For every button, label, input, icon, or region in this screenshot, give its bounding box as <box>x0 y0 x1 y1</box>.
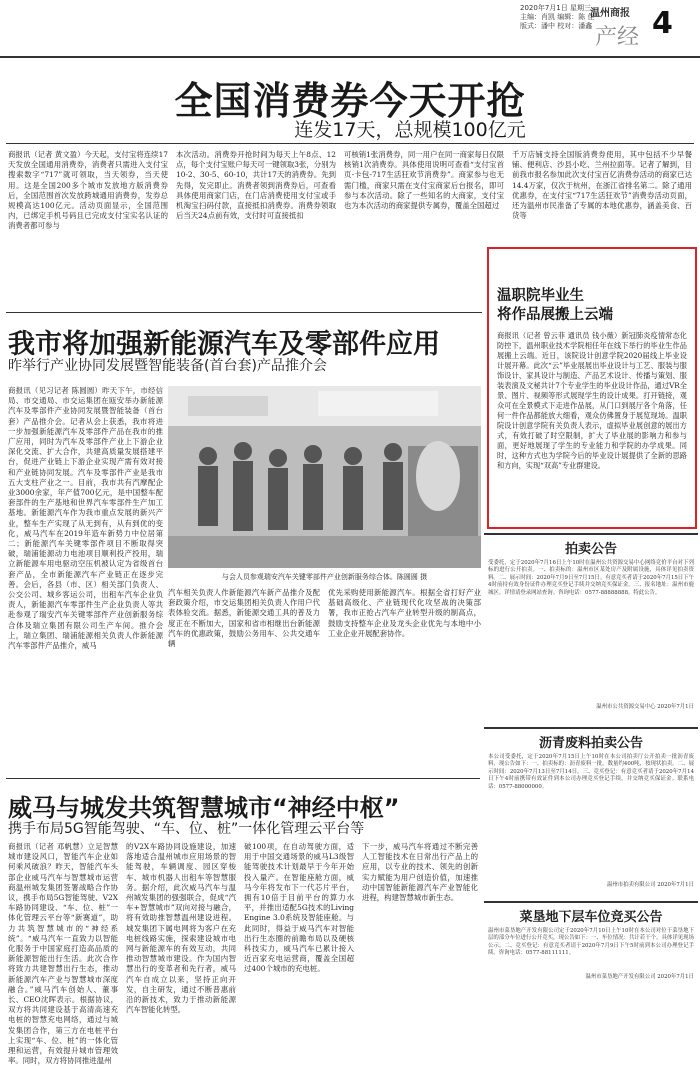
masthead-editors: 主编：肖凯 编辑：陈 佳 <box>520 13 595 21</box>
ad-auction-footer: 温州市公共资源交易中心 2020年7月1日 <box>596 704 694 710</box>
masthead-paper-name: 温州商报 <box>590 8 630 19</box>
story3-subhead: 携手布局5G智能驾驶、“车、位、桩”一体化管理云平台等 <box>8 821 365 837</box>
story2-photo-caption: 与会人员参观瑞安汽车关键零部件产业创新服务综合体。陈圆圆 摄 <box>221 573 428 581</box>
ad-parking-title: 菜垦地下层车位竞买公告 <box>519 910 663 925</box>
story1-subhead: 连发17天，总规模100亿元 <box>294 119 526 141</box>
ad-auction <box>484 533 698 723</box>
story1-col1: 商报讯（记者 黄文盈）今天起，支付宝将连续17天发放全国通用消费券，消费者只需进入支付宝搜索数字“717”就可领取，当天领券，当天使用。这是全国200多个城市发放地方版消费券后，全国范围首次发放跨城通用消费券，发券总规模高达100亿元。活动页面显示，全国范围内，已绑定手机号码且已完成支付宝实名认证的消费者都可参与 <box>8 150 168 231</box>
masthead-section: 产经 <box>595 25 640 50</box>
sidebox-body: 商报讯（记者 曾云菲 通讯员 钱小薇）新冠肺炎疫情常态化防控下，温州职业技术学院相任年在线下举行的毕业生作品展搬上云端。近日，该院设计创意学院2020届线上毕业设计展开幕。此次“云”毕业展展出毕业设计与工艺、服装与服饰设计、家具设计与制造、产品艺术设计、传播与策划、服装表演及文秘共计7个专业学生的毕业设计作品，通过VR全景、图片、视频等形式展现学生的设计成果。打开链接，观众可在全景模式下走进作品展，从门口到展厅各个角落，任何一件作品都能放大细看，观众仿佛置身于展览现场。温职院设计创意学院有关负责人表示，虚拟毕业展创意的展出方式，有效打破了时空限制，扩大了毕业展的影响力和参与面，更好地展现了学生的专业能力和学院的办学成果。同时，这种方式也为学院今后的毕业设计展提供了全新的思路和方向，实现“双高”专业群建设。 <box>497 331 687 470</box>
story3-col2: 的V2X车路协同设施建设，加速落地适合温州城市应用场景的智能驾驶，车辆调度、园区穿梭车、城市机器人出租车等智慧服务。据介绍，此次威马汽车与温州城发集团的强强联合，促成“汽车+智慧城市”双向对接与融合，将有效助推智慧温州建设进程。城发集团下属电网将为客户在充电桩线路实施，探索建设城市电网与新能源车的有效互动，共同推动智慧城市建设。作为国内智慧出行的变革者和先行者，威马汽车自成立以来，坚持正向开发，自主研发，通过不断普惠前沿的新技术，致力于推动新能源汽车智能化转型。 <box>126 842 236 1015</box>
ad-parking-body: 温州市菜垦地产开发有限公司定于2020年7月10日上午10时在本公司对位于菜垦地下层的部分车位进行公开竞买，现公告如下：一、车位情况：共计若干个，具体详见现场公示。二、竞买登记：有意竞买者请于2020年7月9日下午5时前到本公司办理登记手续。咨询电话：0577-88111111。 <box>488 928 694 957</box>
story1-rule <box>6 143 694 144</box>
story2-col2: 汽车相关负责人作新能源汽车新产品推介及配套政策介绍，市交运集团相关负责人作用户代表体验交流。据悉，新能源交通工具的普及力度正在不断加大，国家和省市相继出台新能源汽车的优惠政策，鼓励公务用车、公共交通车辆 <box>168 588 320 649</box>
story1-col3: 可核销1张消费券，同一用户在同一商家每日仅限核销1次消费券。具体使用说明可查看“支付宝首页-卡包-717生活狂欢节消费券”。商家参与也无需门槛，商家只需在支付宝商家后台报名，即可参与本次活动。除了一些知名的大商家，支付宝也为本次活动的商家提供专属券，覆盖全国超过 <box>344 150 504 211</box>
story3-col3: 破100项，在自动驾驶方面，适用于中国交通场景的威马L3级智能驾驶技术计划最早于今年开始投入量产。在智能座舱方面，威马今年将发布下一代芯片平台，拥有10倍于目前平台的算力水平，并推出适配5G技术的Living Engine 3.0系统及智能座舱。与此同时，得益于威马汽车对智能出行生态圈的前瞻布局以及硬核科技实力，威马汽车已累计接入近百家充电运营商，覆盖全国超过400个城市的充电桩。 <box>244 842 354 974</box>
story2-col1: 商报讯（见习记者 陈圆圆）昨天下午，市经信局、市交通局、市交运集团在瓯安举办新能源汽车及零部件产业协同发展暨智能装备（首台套）产品推介会。记者从会上获悉，我市将进一步加强新能源汽车及零部件产品在我市的推广应用，同时为汽车及零部件产业上下游企业深化交流、扩大合作，共建高质量发展搭建平台，促进产业链上下游企业实现产需有效对接和产业链协同发展。汽车及零部件产业是我市五大支柱产业之一。目前，我市共有汽摩配企业3000余家，年产值700亿元，是中国整车配套部件的生产基地和世界汽车零部件生产加工基地。新能源汽车作为我市重点发展的新兴产业，整车生产实现了从无到有，从有到优的变化，威马汽车在2019年造车新势力中位居第二；新能源汽车关键零部件项目不断取得突破，瑞浦能源动力电池项目顺利投产投用，瑞立新能源车用电驱动空压机被认定为省级首台套产品，全市新能源汽车产业链正在逐步完善。会后，各县（市、区）相关部门负责人、公交公司、城乡客运公司，出租车汽车企业负责人，新能源汽车零部件生产企业负责人等共赴参观了瑞安汽车关键零部件产业创新服务综合体及瑞立集团有限公司生产车间。推介会上，瑞立集团、瑞浦能源相关负责人作新能源汽车零部件产品推介，威马 <box>8 386 163 651</box>
story2-subhead: 昨举行产业协同发展暨智能装备(首台套)产品推介会 <box>8 358 327 374</box>
story1-col2: 本次活动。消费券开抢时间为每天上午8点、12点，每个支付宝账户每天可一键领取3张，分别为10-2、30-5、60-10，共计17天的消费券。先到先得，发完即止。消费者领到消费券后，可查看具体使用商家门店，在门店消费使用支付宝或手机淘宝扫码付款，直接抵扣消费券。消费券领取后当天24点前有效，支付时可直接抵扣 <box>176 150 336 221</box>
sidebox-title-line2: 将作品展搬上云端 <box>497 307 613 323</box>
ad-parking-footer: 温州市菜垦地产开发有限公司 2020年7月1日 <box>585 974 694 980</box>
story2-col3: 优先采购使用新能源汽车。根据全省打好产业基础高级化、产业链现代化攻坚战的决策部署，我市正抢占汽车产业转型升级的制高点，鼓励支持整车企业及龙头企业优先与本地中小工业企业开展配套协作。 <box>328 588 481 638</box>
ad-auction-body: 受委托，定于2020年7月16日上午10时在温州公共资源交易中心网络竞价平台对下列标的进行公开拍卖。一、拍卖标的：温州市区某处房产及附属设施，具体详见拍卖资料。二、展示时间：2020年7月9日至7月15日。有意竞买者请于2020年7月15日下午4时前持有效身份证件办理竞买登记手续并交纳竞买保证金。三、报名地址：温州市鹿城区。详情请登录网站查询。咨询电话：0577-88888888。特此公告。 <box>488 560 694 596</box>
masthead <box>0 0 700 58</box>
story1-headline: 全国消费券今天开抢 <box>174 79 526 123</box>
story3-headline: 威马与城发共筑智慧城市“神经中枢” <box>8 794 400 822</box>
masthead-meta <box>520 4 594 31</box>
story2-rule <box>6 312 482 313</box>
story3-rule <box>6 778 480 779</box>
story3-col4: 下一步，威马汽车将通过不断完善人工智能技术在日常出行产品上的应用，以专业的技术、领先的创新实力赋能为用户创造价值，加速推动中国智能新能源汽车产业智能化进程，构建智慧城市新生态。 <box>362 842 478 903</box>
sidebox-title-line1: 温职院毕业生 <box>497 288 584 304</box>
ad-parking <box>484 901 698 983</box>
story2-photo <box>168 386 481 568</box>
ad-asphalt-footer: 温州市拍卖有限公司 2020年7月1日 <box>607 882 694 888</box>
ads-column <box>484 533 698 983</box>
ad-asphalt <box>484 727 698 897</box>
ad-auction-title: 拍卖公告 <box>564 542 617 557</box>
story1-col4: 千万店铺支持全国版消费券使用，其中包括不少早餐铺、便利店、沙县小吃、兰州拉面等。记者了解到，目前我市报名参加此次支付宝百亿消费券活动的商家已达14.4万家，仅次于杭州，在浙江省排名第二。除了通用优惠券，在支付宝“717生活狂欢节”消费券活动页面，还为温州市民准备了专属的本地优惠券，涵盖美食、百货等 <box>512 150 692 221</box>
masthead-date: 2020年7月1日 星期三 <box>520 4 591 12</box>
masthead-page-number: 4 <box>652 6 673 41</box>
exhibition-photo-illustration <box>168 386 481 568</box>
sidebox-article <box>487 247 697 529</box>
ad-asphalt-title: 沥青废料拍卖公告 <box>538 736 643 751</box>
story3-col1: 商报讯（记者 邓帆慧）立足智慧城市建设风口，智能汽车企业如何乘风破浪？昨天，智能汽车头部企业威马汽车与智慧城市运营商温州城发集团签署战略合作协议，携手布局5G智能驾驶、V2X车路协同建设、“车、位、桩”一体化管理云平台等“新赛道”，助力共筑智慧城市的“神经系统”。“威马汽车一直致力以智能化服务于中国家庭打造高品质的新能源智能出行生活。此次合作将致力共建智慧出行生态，推动新能源汽车产业与智慧城市深度融合。”威马汽车创始人、董事长、CEO沈晖表示。根据协议，双方将共同建设基于高清高速充电桩的智慧充电网络，通过与城发集团合作，第三方在电桩平台上实现“车、位、桩”的一体化管理和运营，有效提升城市管理效率。同时，双方将协同推进温州 <box>8 842 118 1066</box>
ad-asphalt-body: 本公司受委托，定于2020年7月15日上午10时在本公司拍卖厅公开拍卖一批沥青废料，现公告如下：一、拍卖标的：沥青废料一批，数量约400吨，按现状拍卖。二、展示时间：2020年7月13日至7月14日。三、竞买登记：有意竞买者请于2020年7月14日下午4时前携带有效证件到本公司办理竞买登记手续，并交纳竞买保证金。联系电话：0577-88000000。 <box>488 754 694 790</box>
story2-headline: 我市将加强新能源汽车及零部件应用 <box>8 329 440 360</box>
masthead-layout: 版式：潘中 校对：潘鑫 <box>520 22 593 30</box>
